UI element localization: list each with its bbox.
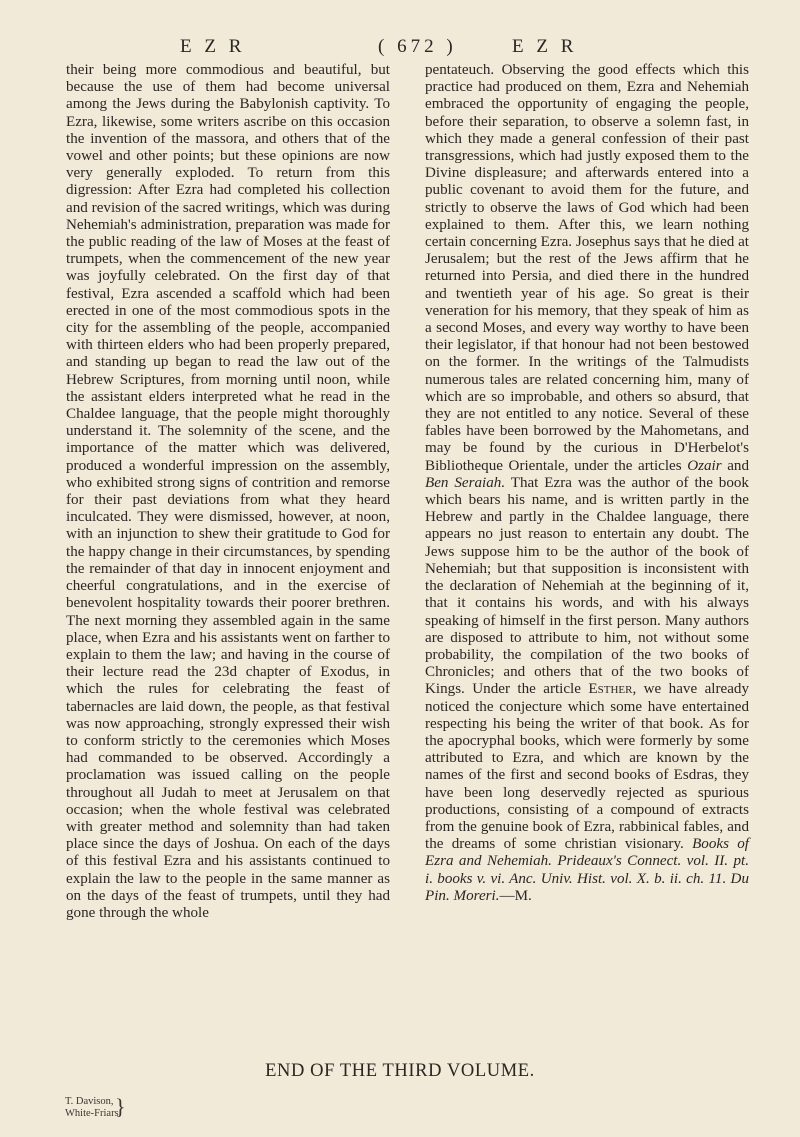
right-column-text xyxy=(425,62,749,905)
left-column-text: their being more commodious and beautiful, but because the use of them had become universal among the Jews during the Babylonish captivity. To Ezra, likewise, some writers ascribe on this occasion the invention of the massora, and others that of the vowel and other points; but these opinions are now very generally exploded. To return from this digression: After Ezra had completed his collection and revision of the sacred writings, which was during Nehemiah's administration, preparation was made for the public reading of the law of Moses at the feast of trumpets, when the commencement of the new year was joyfully celebrated. On the first day of that festival, Ezra ascended a scaffold which had been erected in one of the most commodious spots in the city for the assembling of the people, accompanied with thirteen elders who had been properly prepared, and standing up began to read the law out of the Hebrew Scriptures, from morning until noon, while the assistant elders interpreted what he read in the Chaldee language, that the people might thoroughly understand it. The solemnity of the scene, and the importance of the matter which was delivered, produced a wonderful impression on the assembly, who exhibited strong signs of contrition and remorse for their past deviations from what they heard inculcated. They were dismissed, however, at noon, with an injunction to shew their gratitude to God for the happy change in their circumstances, by spending the remainder of that day in innocent enjoyment and cheerful congratulations, and in the exercise of benevolent hospitality towards their poorer brethren. The next morning they assembled again in the same place, when Ezra and his assistants went on farther to explain to them the law; and having in the course of their lecture read the 23d chapter of Exodus, in which the rules for celebrating the feast of tabernacles are laid down, the people, as that festival was now approaching, strongly expressed their wish to conform strictly to the ceremonies which Moses had commanded to be observed. Accordingly a proclamation was issued calling on the people throughout all Judah to meet at Jerusalem on that occasion; when the whole festival was celebrated with greater method and solemnity than had taken place since the days of Joshua. On each of the days of this festival Ezra and his assistants continued to explain the law to the people in the same manner as on the days of the feast of trumpets, until they had gone through the whole xyxy=(66,62,390,921)
italic-ozair: Ozair xyxy=(687,457,722,474)
right-text-2: That Ezra was the author of the book which bears his name, and is written partly in the Hebrew and partly in the Chaldee language, there appears no just reason to entertain any doubt. The Jews suppose him to be the author of the book of Nehemiah; but that supposition is inconsistent with the declaration of Nehemiah at the beginning of it, that it contains his words, and with his always speaking of himself in the first person. Many authors are disposed to attribute to him, not without some probability, the compilation of the two books of Chronicles; and others that of the two books of Kings. Under the article xyxy=(425,474,749,698)
brace-glyph: } xyxy=(115,1094,126,1119)
printer-name: T. Davison, xyxy=(65,1096,114,1107)
signature: —M. xyxy=(499,887,532,904)
end-of-volume: END OF THE THIRD VOLUME. xyxy=(265,1061,535,1081)
page-number: ( 672 ) xyxy=(378,36,457,57)
left-column xyxy=(66,62,390,922)
smallcaps-esther: Esther xyxy=(588,681,633,698)
printer-imprint xyxy=(65,1094,126,1120)
right-text-1: pentateuch. Observing the good effects which this practice had produced on them, Ezra and Nehemiah embraced the opportunity of engaging the people, before their separation, to observe a solemn fast, in which they made a general confession of their past transgressions, which had justly exposed them to the Divine displeasure; and afterwards entered into a public covenant to avoid them for the future, and strictly to observe the laws of God which had been explained to them. After this, we learn nothing certain concerning Ezra. Josephus says that he died at Jerusalem; but the rest of the Jews affirm that he returned into Persia, and died there in the hundred and twentieth year of his age. So great is their veneration for his memory, that they speak of him as a second Moses, and every way worthy to have been their legislator, if that honour had not been bestowed on the former. In the writings of the Talmudists numerous tales are related concerning him, many of which are so improbable, and others so absurd, that they are not entitled to any notice. Several of these fables have been borrowed by the Mahometans, and may be found by the curious in D'Herbelot's Bibliotheque Orientale, under the articles xyxy=(425,62,749,474)
printer-place: White-Friars. xyxy=(65,1108,122,1119)
italic-ben-seraiah: Ben Seraiah. xyxy=(425,474,506,491)
references: Books of Ezra and Nehemiah. Prideaux's Connect. vol. II. pt. i. books v. vi. Anc. Univ. Hist. vol. X. b. ii. ch. 11. Du Pin. Moreri. xyxy=(425,836,749,904)
right-text-3: , we have already noticed the conjecture which some have entertained respecting his being the writer of that book. As for the apocryphal books, which were formerly by some attributed to Ezra, and which are known by the names of the first and second books of Esdras, they have been long deservedly rejected as spurious productions, consisting of a compound of extracts from the genuine book of Ezra, rabbinical fables, and the dreams of some christian visionary. xyxy=(425,681,749,853)
text-columns xyxy=(66,62,749,922)
and-word: and xyxy=(727,457,749,474)
right-column xyxy=(425,62,749,922)
header-right: E Z R xyxy=(512,36,578,57)
header-left: E Z R xyxy=(180,36,246,57)
running-header xyxy=(60,36,740,64)
